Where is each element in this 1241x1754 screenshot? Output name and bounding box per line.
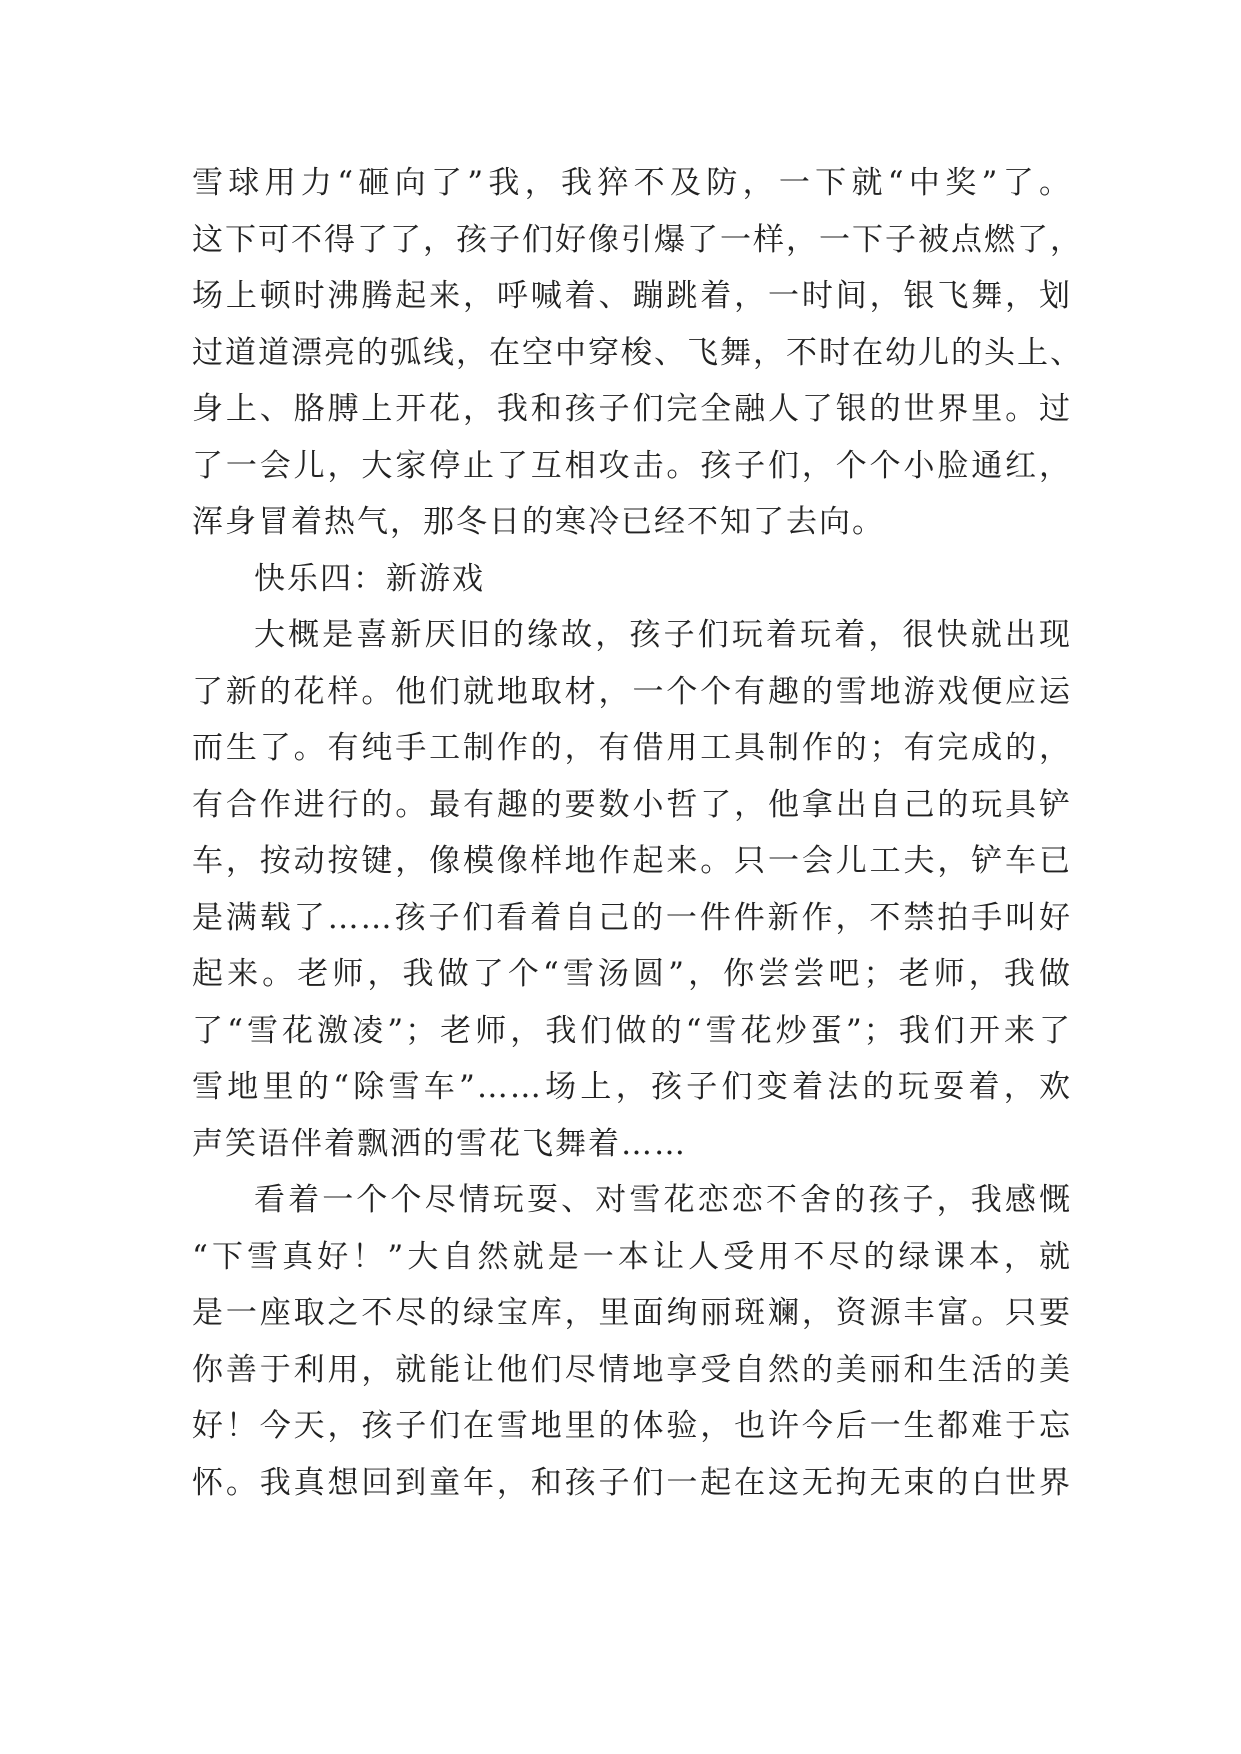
text-line: 是满载了……孩子们看着自己的一件件新作，不禁拍手叫好 [192, 899, 1072, 936]
body-text [192, 155, 1083, 1511]
text-line: 这下可不得了了，孩子们好像引爆了一样，一下子被点燃了， [192, 221, 1083, 258]
section-heading: 快乐四：新游戏 [254, 560, 485, 597]
text-line: “下雪真好！”大自然就是一本让人受用不尽的绿课本，就 [192, 1238, 1072, 1275]
text-line: 浑身冒着热气，那冬日的寒冷已经不知了去向。 [192, 504, 885, 540]
text-line: 而生了。有纯手工制作的，有借用工具制作的；有完成的， [192, 730, 1072, 766]
text-line: 了一会儿，大家停止了互相攻击。孩子们，个个小脸通红， [192, 447, 1072, 484]
text-line: 了“雪花激凌”；老师，我们做的“雪花炒蛋”；我们开来了 [192, 1012, 1072, 1049]
text-line: 是一座取之不尽的绿宝库，里面绚丽斑斓，资源丰富。只要 [192, 1295, 1072, 1331]
text-line: 起来。老师，我做了个“雪汤圆”，你尝尝吧；老师，我做 [192, 956, 1072, 992]
text-line: 声笑语伴着飘洒的雪花飞舞着…… [192, 1125, 687, 1162]
text-line: 身上、胳膊上开花，我和孩子们完全融人了银的世界里。过 [192, 391, 1072, 427]
text-line: 雪地里的“除雪车”……场上，孩子们变着法的玩耍着，欢 [192, 1069, 1072, 1105]
text-line: 雪球用力“砸向了”我，我猝不及防，一下就“中奖”了。 [192, 165, 1072, 201]
text-line: 了新的花样。他们就地取材，一个个有趣的雪地游戏便应运 [192, 673, 1072, 710]
text-line: 你善于利用，就能让他们尽情地享受自然的美丽和生活的美 [192, 1351, 1072, 1388]
text-line: 过道道漂亮的弧线，在空中穿梭、飞舞，不时在幼儿的头上、 [192, 334, 1083, 371]
text-line: 大概是喜新厌旧的缘故，孩子们玩着玩着，很快就出现 [254, 617, 1072, 653]
text-line: 车，按动按键，像模像样地作起来。只一会儿工夫，铲车已 [192, 843, 1072, 879]
text-line: 好！今天，孩子们在雪地里的体验，也许今后一生都难于忘 [192, 1408, 1072, 1444]
text-line: 看着一个个尽情玩耍、对雪花恋恋不舍的孩子，我感慨 [254, 1182, 1072, 1218]
text-line: 有合作进行的。最有趣的要数小哲了，他拿出自己的玩具铲 [192, 786, 1072, 823]
text-line: 场上顿时沸腾起来，呼喊着、蹦跳着，一时间，银飞舞，划 [192, 278, 1072, 314]
text-line: 怀。我真想回到童年，和孩子们一起在这无拘无束的白世界 [192, 1464, 1072, 1501]
